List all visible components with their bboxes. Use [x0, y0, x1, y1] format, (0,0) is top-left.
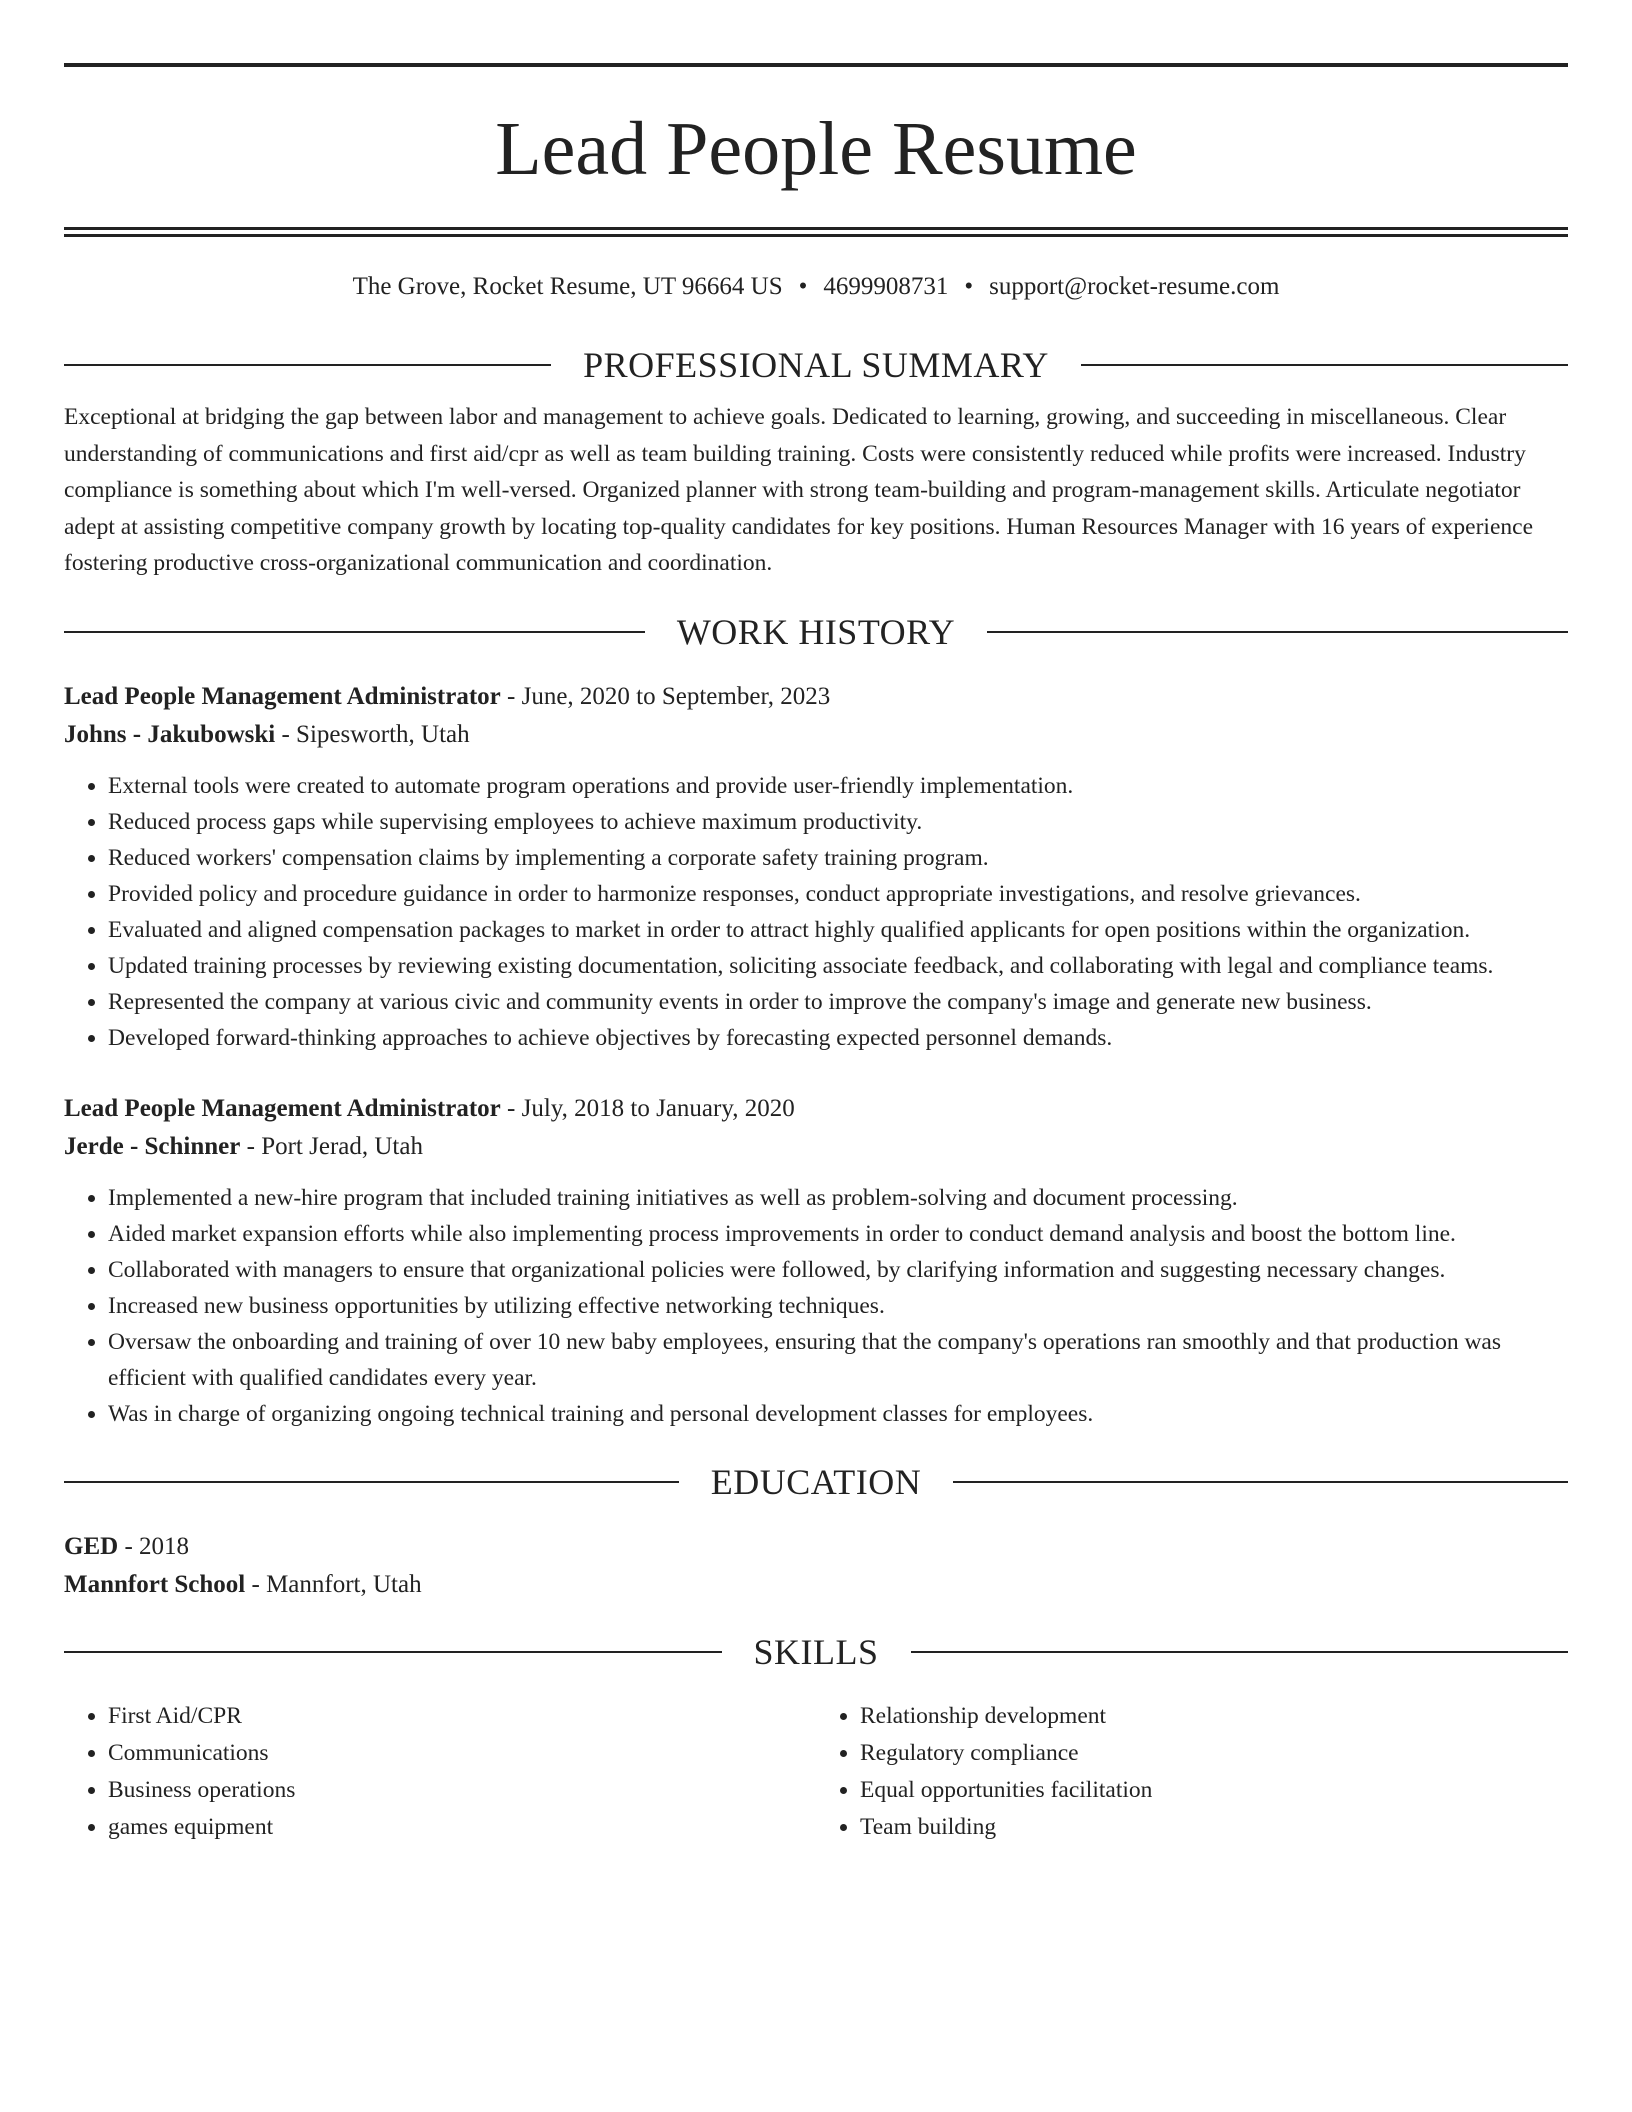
- contact-phone: 4699908731: [823, 273, 949, 300]
- skills-section-heading: [64, 1630, 1568, 1674]
- job-company-line: [64, 1128, 1568, 1166]
- job-entry: [64, 1090, 1568, 1432]
- skill-item: • Relationship development: [860, 1698, 1568, 1735]
- skill-item: • games equipment: [108, 1809, 816, 1846]
- skills-column-left: [64, 1698, 816, 1846]
- heading-rule: [64, 631, 645, 633]
- skills-heading-label: SKILLS: [753, 1631, 879, 1672]
- heading-rule: [64, 1481, 679, 1483]
- job-title-line: [64, 678, 1568, 716]
- summary-section-heading: [64, 343, 1568, 387]
- job-bullet: • Aided market expansion efforts while also implementing process improvements in order to conduct demand analysis and boost the bottom line.: [108, 1216, 1568, 1252]
- contact-separator: •: [964, 273, 974, 300]
- skill-item: • Team building: [860, 1809, 1568, 1846]
- resume-title: Lead People Resume: [495, 107, 1137, 191]
- job-bullet: • Collaborated with managers to ensure that organizational policies were followed, by clarifying information and suggesting necessary changes.: [108, 1252, 1568, 1288]
- skills-list: [64, 1698, 1568, 1846]
- job-bullet: • Evaluated and aligned compensation packages to market in order to attract highly qualified applicants for open positions within the organization.: [108, 912, 1568, 948]
- job-bullet-list: [64, 768, 1568, 1056]
- professional-summary-text: Exceptional at bridging the gap between labor and management to achieve goals. Dedicated to learning, growing, and succeeding in miscellaneous. Clear understanding of communications and first aid/cpr as well as team building training. Costs were consistently reduced while profits were increased. Industry compliance is something about which I'm well-versed. Organized planner with strong team-building and program-management skills. Articulate negotiator adept at assisting competitive company growth by locating top-quality candidates for key positions. Human Resources Manager with 16 years of experience fostering productive cross-organizational communication and coordination.: [64, 404, 1534, 576]
- education-year: - 2018: [118, 1532, 190, 1560]
- work-heading-label: WORK HISTORY: [676, 611, 956, 652]
- job-bullet: • Oversaw the onboarding and training of over 10 new baby employees, ensuring that the company's operations ran smoothly and that production was efficient with qualified candidates every year.: [108, 1324, 1568, 1396]
- education-heading-label: EDUCATION: [710, 1461, 922, 1502]
- heading-rule: [1081, 364, 1568, 366]
- job-bullet: • Implemented a new-hire program that included training initiatives as well as problem-solving and document processing.: [108, 1180, 1568, 1216]
- job-bullet: • External tools were created to automate program operations and provide user-friendly implementation.: [108, 768, 1568, 804]
- job-bullet: • Reduced process gaps while supervising employees to achieve maximum productivity.: [108, 804, 1568, 840]
- contact-email: support@rocket-resume.com: [989, 273, 1280, 300]
- job-dates: - June, 2020 to September, 2023: [500, 682, 831, 710]
- heading-rule: [64, 364, 551, 366]
- job-company: Johns - Jakubowski: [64, 720, 276, 748]
- job-bullet: • Represented the company at various civic and community events in order to improve the company's image and generate new business.: [108, 984, 1568, 1020]
- job-location: - Sipesworth, Utah: [275, 720, 470, 748]
- top-rule: [64, 63, 1568, 67]
- skill-item: • Equal opportunities facilitation: [860, 1772, 1568, 1809]
- summary-heading-label: PROFESSIONAL SUMMARY: [583, 345, 1049, 385]
- job-company-line: [64, 716, 1568, 754]
- contact-line: [64, 271, 1568, 303]
- skill-item: • Business operations: [108, 1772, 816, 1809]
- contact-address: The Grove, Rocket Resume, UT 96664 US: [352, 273, 783, 300]
- job-company: Jerde - Schinner: [64, 1132, 241, 1160]
- job-bullet: • Reduced workers' compensation claims by implementing a corporate safety training program.: [108, 840, 1568, 876]
- heading-rule: [911, 1651, 1569, 1653]
- education-school: Mannfort School: [64, 1570, 246, 1598]
- contact-separator: •: [798, 273, 808, 300]
- job-title-line: [64, 1090, 1568, 1128]
- job-bullet: • Updated training processes by reviewing existing documentation, soliciting associate feedback, and collaborating with legal and compliance teams.: [108, 948, 1568, 984]
- education-location: - Mannfort, Utah: [245, 1570, 422, 1598]
- job-title: Lead People Management Administrator: [64, 682, 501, 710]
- job-location: - Port Jerad, Utah: [240, 1132, 423, 1160]
- skill-item: • First Aid/CPR: [108, 1698, 816, 1735]
- skill-item: • Regulatory compliance: [860, 1735, 1568, 1772]
- education-section-heading: [64, 1460, 1568, 1504]
- job-bullet: • Developed forward-thinking approaches to achieve objectives by forecasting expected personnel demands.: [108, 1020, 1568, 1056]
- job-dates: - July, 2018 to January, 2020: [500, 1094, 795, 1122]
- job-bullet: • Increased new business opportunities by utilizing effective networking techniques.: [108, 1288, 1568, 1324]
- job-entry: [64, 678, 1568, 1056]
- skill-item: • Communications: [108, 1735, 816, 1772]
- title-double-rule: [64, 227, 1568, 237]
- job-bullet-list: [64, 1180, 1568, 1432]
- education-entry: [64, 1528, 1568, 1604]
- education-degree: GED: [64, 1532, 119, 1560]
- education-degree-line: [64, 1528, 1568, 1566]
- job-title: Lead People Management Administrator: [64, 1094, 501, 1122]
- skills-column-right: [816, 1698, 1568, 1846]
- work-section-heading: [64, 610, 1568, 654]
- heading-rule: [64, 1651, 722, 1653]
- heading-rule: [953, 1481, 1568, 1483]
- job-bullet: • Provided policy and procedure guidance in order to harmonize responses, conduct appropriate investigations, and resolve grievances.: [108, 876, 1568, 912]
- job-bullet: • Was in charge of organizing ongoing technical training and personal development classes for employees.: [108, 1396, 1568, 1432]
- education-school-line: [64, 1566, 1568, 1604]
- heading-rule: [987, 631, 1568, 633]
